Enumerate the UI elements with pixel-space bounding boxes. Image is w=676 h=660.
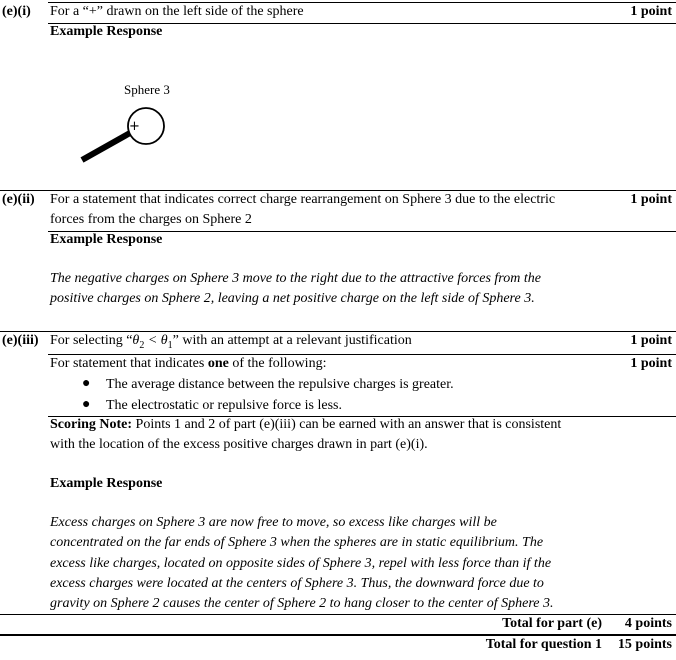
criterion1-suffix: ” with an attempt at a relevant justification	[172, 333, 412, 348]
rule-e-iii-1	[48, 354, 676, 355]
total-question-points: 15 points	[617, 637, 672, 652]
theta-subscript-2: 2	[139, 339, 145, 351]
insulating-rod	[82, 133, 130, 160]
response-line-4: excess charges were located at the centers of Sphere 3. Thus, the downward force due to	[50, 576, 544, 591]
criterion2-prefix: For statement that indicates	[50, 356, 208, 371]
part-e-iii-points1: 1 point	[630, 333, 672, 348]
response-line-1: Excess charges on Sphere 3 are now free to move, so excess like charges will be	[50, 515, 497, 530]
part-e-ii-response-line2: positive charges on Sphere 2, leaving a net positive charge on the left side of Sphere 3.	[50, 291, 535, 306]
criterion2-bold: one	[207, 356, 229, 371]
less-than-theta: < θ	[144, 333, 168, 348]
part-e-ii-label: (e)(ii)	[2, 192, 35, 207]
plus-sign: +	[129, 119, 140, 134]
part-e-i-example-heading: Example Response	[50, 24, 163, 39]
scoring-note-line1	[50, 417, 561, 433]
rule-e-ii-top	[0, 190, 676, 191]
part-e-iii-criterion2	[50, 356, 326, 372]
scoring-note-text: Points 1 and 2 of part (e)(iii) can be earned with an answer that is consistent	[132, 417, 562, 432]
sphere-3-figure	[70, 78, 190, 168]
part-e-iii-example-heading: Example Response	[50, 476, 163, 491]
rule-e-iii-top	[0, 331, 676, 332]
part-e-iii-label: (e)(iii)	[2, 333, 39, 348]
total-part-label: Total for part (e)	[502, 616, 602, 631]
part-e-ii-criterion-line2: forces from the charges on Sphere 2	[50, 212, 252, 227]
total-question-label: Total for question 1	[485, 637, 602, 652]
criterion1-prefix: For selecting “	[50, 333, 133, 348]
rule-totals-mid	[0, 634, 676, 636]
scoring-note-label: Scoring Note:	[50, 417, 133, 432]
part-e-iii-criterion1	[50, 333, 412, 351]
bullet-dot-2: ●	[82, 397, 91, 412]
part-e-ii-points: 1 point	[630, 192, 672, 207]
rule-totals-top	[0, 614, 676, 615]
criterion2-suffix: of the following:	[228, 356, 327, 371]
bullet-dot-1: ●	[82, 376, 91, 391]
part-e-iii-points2: 1 point	[630, 356, 672, 371]
response-line-2: concentrated on the far ends of Sphere 3 when the spheres are in static equilibrium. The	[50, 535, 544, 550]
part-e-i-points: 1 point	[630, 4, 672, 19]
part-e-ii-example-heading: Example Response	[50, 232, 163, 247]
sphere-3-label: Sphere 3	[124, 82, 170, 97]
theta-subscript-1: 1	[167, 339, 173, 351]
top-rule	[48, 2, 676, 3]
theta-symbol: θ	[132, 333, 140, 348]
scoring-note-line2: with the location of the excess positive charges drawn in part (e)(i).	[50, 437, 428, 452]
bullet-text-1: The average distance between the repulsive charges is greater.	[106, 377, 454, 392]
total-part-points: 4 points	[624, 616, 672, 631]
part-e-ii-criterion-line1: For a statement that indicates correct charge rearrangement on Sphere 3 due to the electric	[50, 192, 556, 207]
part-e-i-label: (e)(i)	[2, 4, 31, 19]
response-line-5: gravity on Sphere 2 causes the center of Sphere 2 to hang closer to the center of Sphere 3.	[50, 596, 554, 611]
bullet-text-2: The electrostatic or repulsive force is less.	[106, 398, 342, 413]
part-e-i-criterion: For a “+” drawn on the left side of the sphere	[50, 4, 304, 19]
response-line-3: excess like charges, located on opposite sides of Sphere 3, repel with less force than if the	[50, 556, 552, 571]
part-e-ii-response-line1: The negative charges on Sphere 3 move to the right due to the attractive forces from the	[50, 271, 541, 286]
